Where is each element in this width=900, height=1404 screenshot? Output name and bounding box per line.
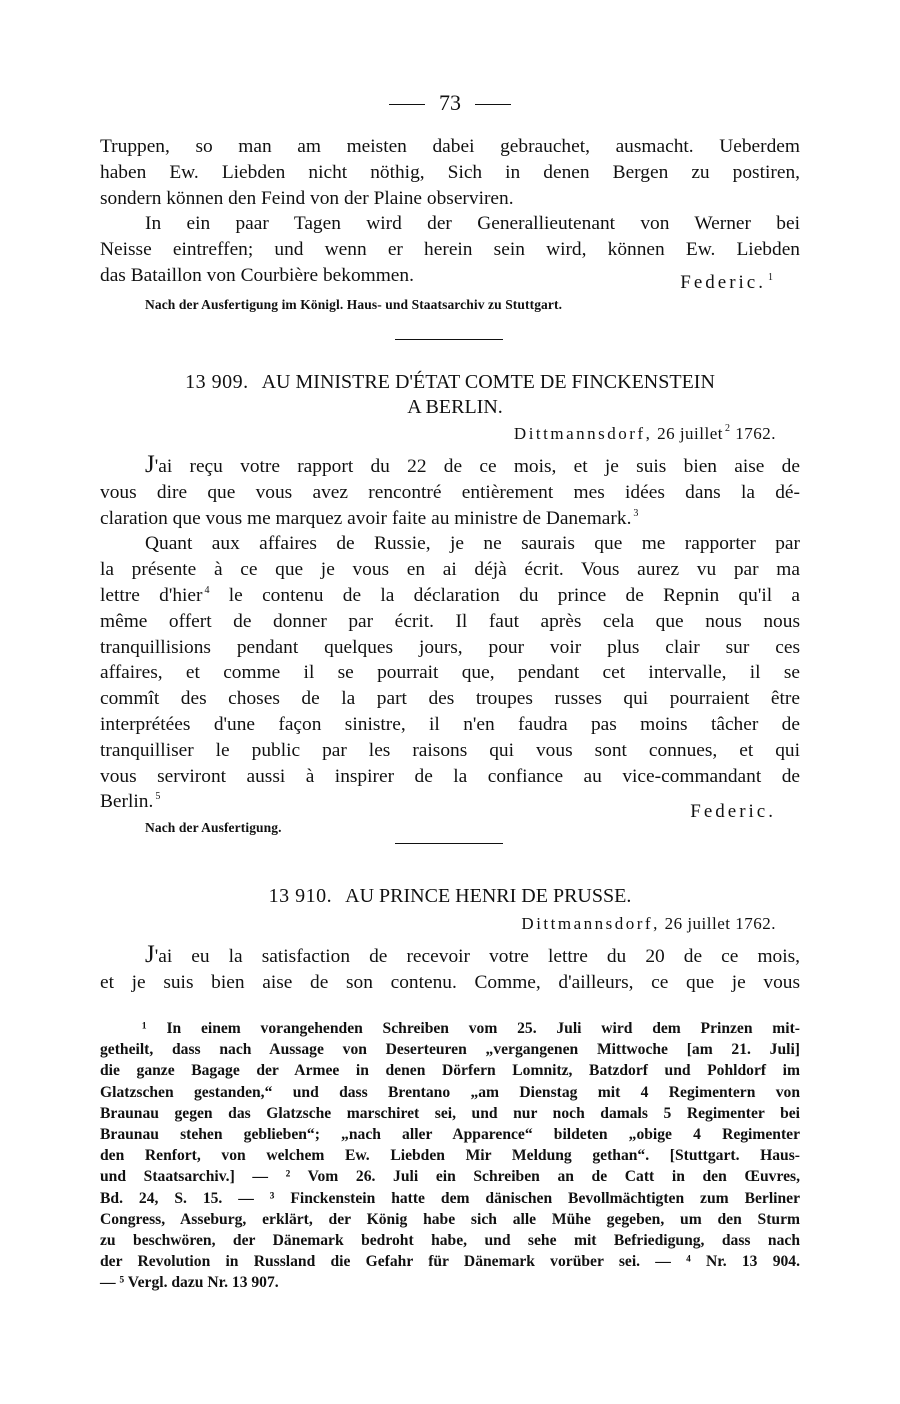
text-line: la présente à ce que je vous en ai déjà écrit. Vous aurez vu par ma <box>100 559 800 581</box>
footnote-line: getheilt, dass nach Aussage von Deserteuren „vergangenen Mittwoche [am 21. Juli] <box>100 1041 800 1059</box>
text-line <box>100 942 800 970</box>
header-dash-right <box>475 104 511 105</box>
text-line: tranquillisions pendant quelques jours, pour voir plus clair sur ces <box>100 636 800 658</box>
page-number: 73 <box>439 90 461 115</box>
text-line: Quant aux affaires de Russie, je ne saurais que me rapporter par <box>145 533 800 555</box>
footnote-line: und Staatsarchiv.] — ² Vom 26. Juli ein Schreiben an de Catt in den Œuvres, <box>100 1168 800 1186</box>
text-line: sondern können den Feind von der Plaine observiren. <box>100 187 514 209</box>
text-line <box>100 583 800 609</box>
letter-13910-body <box>100 942 800 996</box>
letter-13910-dateline <box>521 914 776 934</box>
text-line: das Bataillon von Courbière bekommen. <box>100 264 414 286</box>
date-text: 26 juillet 1762. <box>664 914 776 933</box>
footnote-marker: 5 <box>155 791 161 803</box>
footnote-line: die ganze Bagage der Armee in denen Dörfern Lomnitz, Batzdorf und Pohldorf im <box>100 1062 800 1080</box>
text-line: interprétées d'une façon sinistre, il n'en faudra pas moins tâcher de <box>100 713 800 735</box>
letter-13909-dateline <box>514 424 776 444</box>
footnote-line: — ⁵ Vergl. dazu Nr. 13 907. <box>100 1274 279 1292</box>
letter-number: 13 909. <box>185 371 249 393</box>
footnote-line: Braunau stehen geblieben“; „nach aller Apparence“ bildeten „obige 4 Regimenter <box>100 1126 800 1144</box>
text-line: haben Ew. Liebden nicht nöthig, Sich in denen Bergen zu postiren, <box>100 161 800 183</box>
footnote-line: zu beschwören, der Dänemark bedroht habe, und sehe mit Befriedigung, dass nach <box>100 1232 800 1250</box>
footnote-line: der Revolution in Russland die Gefahr für Dänemark vorüber sei. — ⁴ Nr. 13 904. <box>100 1253 800 1271</box>
letter-13909-heading <box>100 370 800 420</box>
footnote-line: Congress, Asseburg, erklärt, der König habe sich alle Mühe gegeben, um den Sturm <box>100 1210 800 1228</box>
letter-13909-body <box>100 452 800 815</box>
footnote-marker: 3 <box>633 507 639 519</box>
intro-source-note: Nach der Ausfertigung im Königl. Haus- und Staatsarchiv zu Stuttgart. <box>145 297 563 312</box>
footnote-line: Glatzschen gestanden,“ und dass Brentano „am Dienstag mit 4 Regimentern von <box>100 1083 800 1101</box>
letter-recipient-place: A BERLIN. <box>407 396 503 418</box>
text-line: même offert de donner par écrit. Il faut après cela que nous nous <box>100 610 800 632</box>
text-line: affaires, et comme il se pourrait que, pendant cet intervalle, il se <box>100 662 800 684</box>
line-text: Berlin. <box>100 791 154 813</box>
page-header <box>0 90 900 116</box>
drop-cap: J <box>145 451 155 478</box>
footnote-line: Bd. 24, S. 15. — ³ Finckenstein hatte dem dänischen Bevollmächtigten zum Berliner <box>100 1189 800 1207</box>
footnote-line: Braunau gegen das Glatzsche marschiret sei, und nur noch damals 5 Regimenter bei <box>100 1104 800 1122</box>
date-text: 26 juillet <box>657 424 723 443</box>
letter-13909-signature: Federic. <box>690 801 776 822</box>
letter-13910-heading <box>100 884 800 909</box>
text-line: In ein paar Tagen wird der Generallieutenant von Werner bei <box>145 213 800 235</box>
place-name: Dittmannsdorf, <box>513 424 653 443</box>
footnote-marker: 4 <box>204 584 210 596</box>
intro-paragraph <box>100 134 800 289</box>
text-line: et je suis bien aise de son contenu. Comme, d'ailleurs, ce que je vous <box>100 971 800 993</box>
letter-number: 13 910. <box>268 885 333 907</box>
line-text: le contenu de la déclaration du prince de Repnin qu'il a <box>228 584 800 606</box>
letter-recipient: AU PRINCE HENRI DE PRUSSE. <box>345 885 632 907</box>
line-text: claration que vous me marquez avoir faite au ministre de Danemark. <box>100 507 632 529</box>
signature-text: Federic. <box>680 272 766 293</box>
text-line: vous dire que vous avez rencontré entièrement mes idées dans la dé- <box>100 481 800 503</box>
section-divider <box>395 339 503 340</box>
footnotes <box>100 1018 800 1294</box>
line-text: 'ai eu la satisfaction de recevoir votre lettre du 20 de ce mois, <box>154 946 800 967</box>
line-text: 'ai reçu votre rapport du 22 de ce mois, et je suis bien aise de <box>154 456 800 477</box>
footnote-line: den Renfort, von welchem Ew. Liebden Mir Meldung gethan“. [Stuttgart. Haus- <box>100 1147 800 1165</box>
place-name: Dittmannsdorf, <box>521 914 660 933</box>
footnote-line: ¹ In einem vorangehenden Schreiben vom 25. Juli wird dem Prinzen mit- <box>142 1020 800 1037</box>
year-text: 1762. <box>735 424 776 443</box>
text-line <box>100 506 800 532</box>
drop-cap: J <box>145 941 155 968</box>
text-line <box>100 452 800 480</box>
text-line: Truppen, so man am meisten dabei gebrauchet, ausmacht. Ueberdem <box>100 136 800 157</box>
intro-signature <box>680 272 776 294</box>
text-line: vous serviront aussi à inspirer de la confiance au vice-commandant de <box>100 765 800 787</box>
text-line: tranquilliser le public par les raisons qui vous sont connues, et qui <box>100 739 800 761</box>
line-text: lettre d'hier <box>100 584 203 606</box>
header-dash-left <box>389 104 425 105</box>
letter-recipient: AU MINISTRE D'ÉTAT COMTE DE FINCKENSTEIN <box>261 371 715 393</box>
text-line: commît des choses de la part des troupes russes qui pourraient être <box>100 688 800 710</box>
letter-13909-source-note: Nach der Ausfertigung. <box>145 820 282 835</box>
footnote-marker: 1 <box>768 272 776 283</box>
footnote-marker: 2 <box>725 423 731 434</box>
section-divider <box>395 843 503 844</box>
text-line: Neisse eintreffen; und wenn er herein sein wird, können Ew. Liebden <box>100 239 800 261</box>
